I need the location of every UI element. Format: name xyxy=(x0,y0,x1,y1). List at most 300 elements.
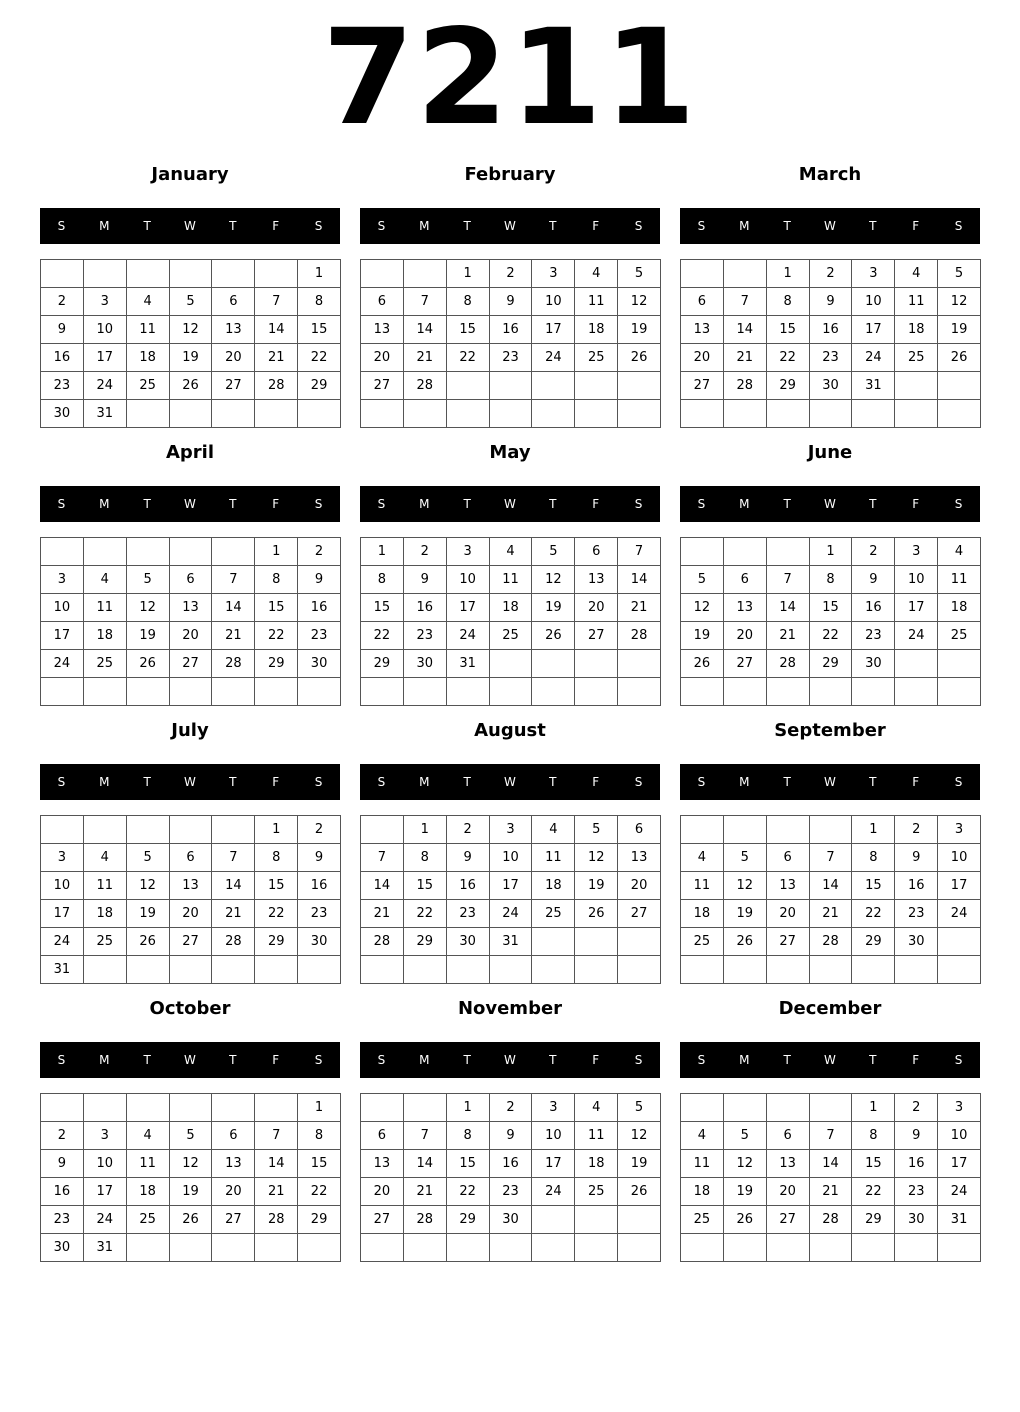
day-cell: 21 xyxy=(724,344,767,372)
day-cell: 17 xyxy=(938,872,981,900)
day-cell xyxy=(404,1094,447,1122)
weekday-label: S xyxy=(314,497,323,511)
day-cell: 15 xyxy=(298,1150,341,1178)
day-cell: 20 xyxy=(575,594,618,622)
day-cell xyxy=(575,928,618,956)
day-grid xyxy=(360,259,661,428)
day-cell xyxy=(767,538,810,566)
day-cell xyxy=(127,956,170,984)
weekday-label: S xyxy=(57,497,66,511)
day-cell xyxy=(255,1094,298,1122)
month-december xyxy=(680,994,980,1262)
day-cell: 25 xyxy=(84,650,127,678)
day-cell: 31 xyxy=(84,1234,127,1262)
day-cell: 26 xyxy=(938,344,981,372)
weekday-label: S xyxy=(634,1053,643,1067)
day-cell: 31 xyxy=(84,400,127,428)
weekday-label: T xyxy=(549,497,557,511)
weekday-label: T xyxy=(463,497,471,511)
day-cell: 10 xyxy=(41,594,84,622)
day-cell: 23 xyxy=(41,372,84,400)
day-cell xyxy=(724,1094,767,1122)
day-cell: 8 xyxy=(255,566,298,594)
weekday-label: S xyxy=(954,1053,963,1067)
day-cell: 8 xyxy=(810,566,853,594)
day-cell: 11 xyxy=(681,1150,724,1178)
day-cell: 4 xyxy=(490,538,533,566)
day-cell xyxy=(298,400,341,428)
day-cell: 6 xyxy=(170,566,213,594)
weekday-label: T xyxy=(463,775,471,789)
month-september xyxy=(680,716,980,984)
weekday-label: S xyxy=(634,497,643,511)
weekday-label: M xyxy=(739,219,750,233)
day-cell: 30 xyxy=(298,928,341,956)
day-cell: 22 xyxy=(255,900,298,928)
month-october xyxy=(40,994,340,1262)
weekday-label: W xyxy=(504,775,516,789)
day-cell: 27 xyxy=(724,650,767,678)
weekday-label: W xyxy=(504,1053,516,1067)
weekday-label: S xyxy=(57,775,66,789)
day-cell: 13 xyxy=(361,316,404,344)
day-cell xyxy=(895,400,938,428)
day-cell: 11 xyxy=(575,288,618,316)
weekday-label: S xyxy=(954,497,963,511)
day-cell: 15 xyxy=(255,594,298,622)
day-cell: 26 xyxy=(618,1178,661,1206)
day-cell: 4 xyxy=(127,288,170,316)
day-cell: 29 xyxy=(298,372,341,400)
day-cell: 5 xyxy=(681,566,724,594)
day-cell xyxy=(84,816,127,844)
day-cell: 9 xyxy=(404,566,447,594)
day-cell xyxy=(212,260,255,288)
weekday-label: M xyxy=(419,219,430,233)
day-cell: 17 xyxy=(532,316,575,344)
day-cell: 27 xyxy=(681,372,724,400)
day-cell: 1 xyxy=(255,538,298,566)
day-cell: 24 xyxy=(41,650,84,678)
day-cell: 6 xyxy=(767,1122,810,1150)
day-cell xyxy=(767,1234,810,1262)
day-cell xyxy=(212,538,255,566)
day-cell: 21 xyxy=(361,900,404,928)
day-cell xyxy=(618,678,661,706)
day-cell xyxy=(767,956,810,984)
day-cell xyxy=(575,400,618,428)
day-cell: 15 xyxy=(255,872,298,900)
day-cell: 12 xyxy=(724,872,767,900)
weekday-label: T xyxy=(143,775,151,789)
day-cell: 7 xyxy=(255,1122,298,1150)
day-cell: 3 xyxy=(490,816,533,844)
day-cell: 8 xyxy=(298,1122,341,1150)
day-cell: 29 xyxy=(361,650,404,678)
weekday-label: S xyxy=(954,775,963,789)
day-cell: 20 xyxy=(212,1178,255,1206)
day-cell: 28 xyxy=(212,928,255,956)
weekday-label: F xyxy=(912,497,920,511)
day-cell: 13 xyxy=(681,316,724,344)
weekday-header xyxy=(680,208,980,244)
month-august xyxy=(360,716,660,984)
day-cell: 10 xyxy=(895,566,938,594)
day-cell: 7 xyxy=(724,288,767,316)
day-cell: 21 xyxy=(212,622,255,650)
day-cell xyxy=(84,678,127,706)
day-cell xyxy=(618,650,661,678)
day-cell: 1 xyxy=(852,1094,895,1122)
day-cell xyxy=(681,1234,724,1262)
day-cell: 2 xyxy=(895,816,938,844)
day-cell xyxy=(361,956,404,984)
day-cell xyxy=(810,956,853,984)
day-cell: 15 xyxy=(361,594,404,622)
day-cell: 19 xyxy=(532,594,575,622)
day-cell xyxy=(767,816,810,844)
day-cell xyxy=(938,400,981,428)
day-cell xyxy=(170,1094,213,1122)
day-cell: 14 xyxy=(255,1150,298,1178)
day-cell: 25 xyxy=(895,344,938,372)
day-cell: 22 xyxy=(361,622,404,650)
day-cell xyxy=(767,400,810,428)
day-cell xyxy=(895,956,938,984)
weekday-label: T xyxy=(143,497,151,511)
day-cell: 16 xyxy=(810,316,853,344)
day-cell xyxy=(404,678,447,706)
day-cell: 22 xyxy=(447,1178,490,1206)
day-cell: 2 xyxy=(490,1094,533,1122)
weekday-label: M xyxy=(739,1053,750,1067)
day-cell: 28 xyxy=(767,650,810,678)
day-cell: 30 xyxy=(41,400,84,428)
day-cell: 27 xyxy=(170,928,213,956)
day-cell: 26 xyxy=(170,372,213,400)
day-grid xyxy=(40,259,341,428)
day-cell xyxy=(490,650,533,678)
day-cell: 10 xyxy=(532,1122,575,1150)
month-name: November xyxy=(457,998,563,1019)
day-cell: 13 xyxy=(618,844,661,872)
day-cell: 3 xyxy=(852,260,895,288)
weekday-label: M xyxy=(99,1053,110,1067)
day-cell: 8 xyxy=(404,844,447,872)
day-cell: 1 xyxy=(361,538,404,566)
day-cell xyxy=(127,678,170,706)
day-cell: 20 xyxy=(618,872,661,900)
weekday-label: M xyxy=(419,1053,430,1067)
weekday-label: F xyxy=(272,219,280,233)
day-cell: 29 xyxy=(852,1206,895,1234)
day-cell: 12 xyxy=(170,316,213,344)
day-cell xyxy=(618,400,661,428)
day-cell: 12 xyxy=(532,566,575,594)
day-cell: 7 xyxy=(767,566,810,594)
day-cell xyxy=(41,538,84,566)
weekday-header xyxy=(360,486,660,522)
day-cell: 13 xyxy=(170,594,213,622)
day-cell xyxy=(618,928,661,956)
weekday-label: T xyxy=(229,775,237,789)
day-cell: 7 xyxy=(810,1122,853,1150)
day-cell: 10 xyxy=(84,1150,127,1178)
weekday-label: F xyxy=(912,775,920,789)
day-cell xyxy=(724,956,767,984)
day-cell xyxy=(852,1234,895,1262)
day-cell: 14 xyxy=(255,316,298,344)
day-cell: 9 xyxy=(810,288,853,316)
day-cell: 3 xyxy=(447,538,490,566)
weekday-label: T xyxy=(143,1053,151,1067)
day-cell: 7 xyxy=(404,1122,447,1150)
day-cell xyxy=(127,1094,170,1122)
day-grid xyxy=(680,259,981,428)
day-cell: 4 xyxy=(532,816,575,844)
day-cell: 24 xyxy=(852,344,895,372)
day-cell: 18 xyxy=(895,316,938,344)
day-cell: 12 xyxy=(618,1122,661,1150)
day-cell: 8 xyxy=(361,566,404,594)
day-cell: 29 xyxy=(810,650,853,678)
day-cell xyxy=(852,678,895,706)
day-cell: 11 xyxy=(938,566,981,594)
month-name: February xyxy=(464,164,556,185)
day-cell: 5 xyxy=(618,260,661,288)
day-cell: 26 xyxy=(575,900,618,928)
day-cell: 23 xyxy=(490,1178,533,1206)
month-november xyxy=(360,994,660,1262)
day-cell: 12 xyxy=(724,1150,767,1178)
day-cell: 19 xyxy=(127,900,170,928)
day-cell: 20 xyxy=(361,1178,404,1206)
day-cell: 14 xyxy=(212,872,255,900)
day-cell: 3 xyxy=(895,538,938,566)
day-cell: 28 xyxy=(724,372,767,400)
day-cell: 25 xyxy=(127,372,170,400)
weekday-label: T xyxy=(783,775,791,789)
day-cell: 22 xyxy=(852,1178,895,1206)
day-cell xyxy=(618,1234,661,1262)
day-cell: 19 xyxy=(170,1178,213,1206)
day-cell: 19 xyxy=(724,900,767,928)
day-cell: 25 xyxy=(681,1206,724,1234)
day-cell: 3 xyxy=(532,260,575,288)
day-cell xyxy=(852,400,895,428)
day-cell: 25 xyxy=(84,928,127,956)
day-cell: 15 xyxy=(810,594,853,622)
day-cell xyxy=(127,816,170,844)
day-cell: 4 xyxy=(575,1094,618,1122)
weekday-header xyxy=(40,764,340,800)
day-cell: 21 xyxy=(810,1178,853,1206)
day-cell: 7 xyxy=(255,288,298,316)
day-cell: 22 xyxy=(404,900,447,928)
day-cell: 22 xyxy=(767,344,810,372)
day-cell: 20 xyxy=(212,344,255,372)
day-cell: 27 xyxy=(767,1206,810,1234)
day-cell: 10 xyxy=(852,288,895,316)
day-cell: 26 xyxy=(724,928,767,956)
day-cell: 10 xyxy=(532,288,575,316)
day-cell: 2 xyxy=(852,538,895,566)
day-cell: 13 xyxy=(767,872,810,900)
day-cell: 14 xyxy=(810,872,853,900)
day-cell: 16 xyxy=(298,594,341,622)
day-cell: 16 xyxy=(41,1178,84,1206)
day-cell: 2 xyxy=(895,1094,938,1122)
day-cell: 9 xyxy=(41,1150,84,1178)
day-cell: 29 xyxy=(767,372,810,400)
day-cell: 25 xyxy=(575,1178,618,1206)
weekday-header xyxy=(680,486,980,522)
month-name: January xyxy=(151,164,229,185)
day-cell: 9 xyxy=(298,566,341,594)
day-cell xyxy=(575,678,618,706)
day-cell: 11 xyxy=(895,288,938,316)
day-cell xyxy=(575,372,618,400)
day-cell: 2 xyxy=(298,538,341,566)
weekday-label: S xyxy=(697,1053,706,1067)
day-cell xyxy=(170,1234,213,1262)
day-cell: 22 xyxy=(810,622,853,650)
day-cell: 17 xyxy=(447,594,490,622)
day-cell: 8 xyxy=(298,288,341,316)
day-cell: 25 xyxy=(575,344,618,372)
day-grid xyxy=(680,537,981,706)
weekday-header xyxy=(680,1042,980,1078)
day-cell: 8 xyxy=(255,844,298,872)
day-cell: 21 xyxy=(810,900,853,928)
day-cell xyxy=(724,816,767,844)
day-grid xyxy=(360,815,661,984)
day-cell: 3 xyxy=(84,1122,127,1150)
day-cell: 2 xyxy=(447,816,490,844)
day-cell: 12 xyxy=(575,844,618,872)
day-cell xyxy=(767,678,810,706)
day-cell xyxy=(532,1206,575,1234)
day-cell: 11 xyxy=(127,316,170,344)
day-cell xyxy=(212,956,255,984)
day-cell: 12 xyxy=(127,594,170,622)
weekday-label: T xyxy=(143,219,151,233)
day-cell xyxy=(127,260,170,288)
day-cell xyxy=(575,1206,618,1234)
weekday-label: W xyxy=(184,775,196,789)
day-cell: 9 xyxy=(447,844,490,872)
weekday-label: M xyxy=(739,775,750,789)
day-cell: 23 xyxy=(490,344,533,372)
day-cell: 13 xyxy=(767,1150,810,1178)
weekday-label: S xyxy=(377,1053,386,1067)
day-cell: 18 xyxy=(575,1150,618,1178)
day-cell: 19 xyxy=(724,1178,767,1206)
month-april xyxy=(40,438,340,706)
day-cell: 1 xyxy=(298,260,341,288)
month-name: December xyxy=(778,998,882,1019)
day-cell: 17 xyxy=(84,344,127,372)
day-cell: 29 xyxy=(255,650,298,678)
day-cell: 24 xyxy=(84,1206,127,1234)
day-cell xyxy=(255,956,298,984)
day-cell: 14 xyxy=(767,594,810,622)
day-cell: 24 xyxy=(490,900,533,928)
day-cell: 27 xyxy=(170,650,213,678)
weekday-label: F xyxy=(592,775,600,789)
day-cell: 21 xyxy=(618,594,661,622)
day-cell: 25 xyxy=(532,900,575,928)
day-cell: 29 xyxy=(255,928,298,956)
day-cell: 16 xyxy=(490,1150,533,1178)
day-cell: 17 xyxy=(532,1150,575,1178)
day-cell xyxy=(681,956,724,984)
day-cell: 14 xyxy=(361,872,404,900)
day-cell xyxy=(767,1094,810,1122)
day-cell xyxy=(490,372,533,400)
day-cell xyxy=(681,1094,724,1122)
day-cell xyxy=(127,400,170,428)
day-cell: 19 xyxy=(618,1150,661,1178)
day-cell xyxy=(255,260,298,288)
day-cell xyxy=(575,956,618,984)
day-cell xyxy=(575,1234,618,1262)
day-cell xyxy=(255,1234,298,1262)
day-cell: 4 xyxy=(127,1122,170,1150)
day-cell xyxy=(170,400,213,428)
weekday-label: F xyxy=(592,1053,600,1067)
day-cell: 28 xyxy=(618,622,661,650)
day-cell: 24 xyxy=(532,344,575,372)
day-cell: 26 xyxy=(681,650,724,678)
day-cell: 18 xyxy=(84,900,127,928)
day-cell: 5 xyxy=(575,816,618,844)
weekday-header xyxy=(360,764,660,800)
day-cell: 8 xyxy=(852,1122,895,1150)
day-cell: 16 xyxy=(41,344,84,372)
day-cell: 6 xyxy=(575,538,618,566)
day-cell xyxy=(618,1206,661,1234)
day-cell xyxy=(724,260,767,288)
weekday-label: F xyxy=(272,1053,280,1067)
day-cell xyxy=(212,816,255,844)
day-cell xyxy=(41,816,84,844)
weekday-label: S xyxy=(314,219,323,233)
day-cell: 12 xyxy=(938,288,981,316)
day-cell xyxy=(490,956,533,984)
weekday-label: F xyxy=(592,497,600,511)
day-cell xyxy=(404,1234,447,1262)
day-cell: 13 xyxy=(361,1150,404,1178)
day-cell xyxy=(361,1234,404,1262)
day-cell xyxy=(938,928,981,956)
day-cell: 27 xyxy=(212,1206,255,1234)
day-cell: 26 xyxy=(127,650,170,678)
day-cell: 5 xyxy=(618,1094,661,1122)
weekday-label: F xyxy=(912,1053,920,1067)
day-cell: 23 xyxy=(41,1206,84,1234)
day-cell: 6 xyxy=(212,288,255,316)
day-grid xyxy=(40,1093,341,1262)
weekday-label: T xyxy=(549,775,557,789)
day-cell: 9 xyxy=(490,1122,533,1150)
day-cell: 22 xyxy=(852,900,895,928)
day-cell: 11 xyxy=(490,566,533,594)
weekday-label: S xyxy=(377,497,386,511)
day-cell: 22 xyxy=(298,1178,341,1206)
day-cell xyxy=(681,260,724,288)
day-cell: 20 xyxy=(170,900,213,928)
